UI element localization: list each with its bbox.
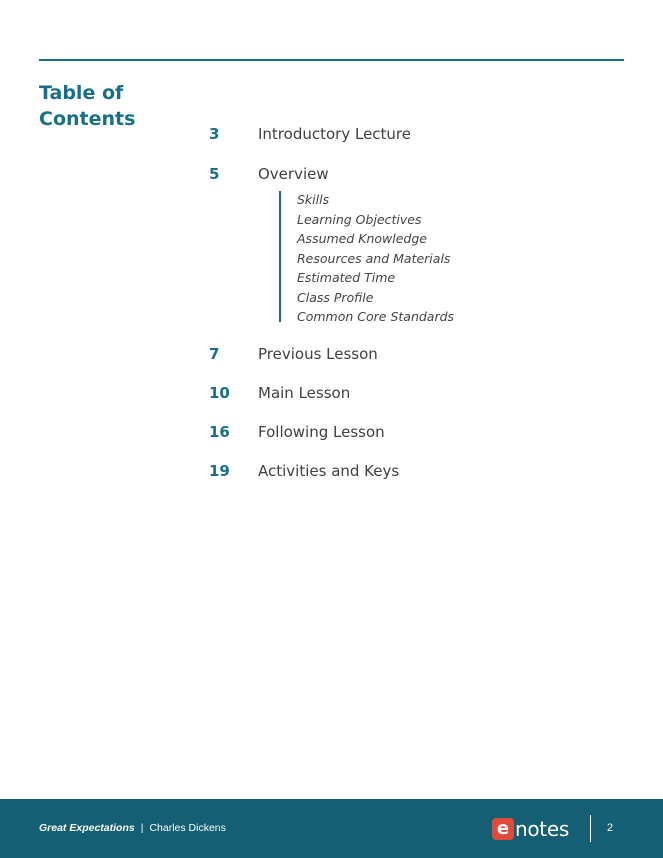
toc-entry-activities-and-keys[interactable]: [209, 459, 399, 483]
toc-entry-overview[interactable]: [209, 162, 329, 186]
page-number: 2: [607, 822, 614, 834]
toc-entry-title: Introductory Lecture: [258, 125, 411, 143]
toc-entry-previous-lesson[interactable]: [209, 342, 378, 366]
footer-separator: |: [140, 822, 144, 834]
footer-book-title: Great Expectations: [39, 822, 135, 834]
subitem-estimated-time[interactable]: Estimated Time: [297, 270, 396, 285]
toc-page-number: 10: [209, 384, 230, 402]
toc-entry-main-lesson[interactable]: [209, 381, 350, 405]
enotes-logo[interactable]: [492, 817, 569, 841]
subitem-learning-objectives[interactable]: Learning Objectives: [297, 211, 422, 227]
title-line-2: Contents: [39, 108, 136, 130]
subitem-skills[interactable]: Skills: [297, 192, 330, 207]
toc-entry-introductory-lecture[interactable]: [209, 122, 411, 146]
footer-book-info: [39, 822, 226, 834]
page-footer: [0, 799, 663, 858]
page-title: [39, 80, 179, 132]
toc-entry-title: Activities and Keys: [258, 462, 400, 480]
enotes-logo-text: notes: [515, 817, 569, 841]
subitem-assumed-knowledge[interactable]: Assumed Knowledge: [297, 231, 427, 246]
subitem-resources-and-materials[interactable]: Resources and Materials: [297, 250, 451, 266]
toc-page-number: 19: [209, 462, 230, 480]
toc-entry-title: Following Lesson: [258, 423, 385, 441]
footer-divider: [590, 815, 591, 842]
toc-page-number: 5: [209, 165, 220, 183]
toc-page-number: 3: [209, 125, 220, 143]
title-line-1: Table of: [39, 82, 124, 104]
toc-page-number: 7: [209, 345, 220, 363]
toc-entry-following-lesson[interactable]: [209, 420, 385, 444]
enotes-logo-e-icon: e: [492, 818, 514, 840]
footer-author: Charles Dickens: [149, 822, 226, 834]
toc-entry-title: Overview: [258, 165, 329, 183]
toc-page-number: 16: [209, 423, 230, 441]
overview-subsection-list: [297, 190, 454, 327]
subitem-common-core-standards[interactable]: Common Core Standards: [297, 309, 455, 324]
toc-entry-title: Previous Lesson: [258, 345, 378, 363]
overview-subsection-bar: [279, 191, 281, 322]
toc-entry-title: Main Lesson: [258, 384, 351, 402]
subitem-class-profile[interactable]: Class Profile: [297, 289, 374, 305]
top-divider: [39, 59, 624, 61]
